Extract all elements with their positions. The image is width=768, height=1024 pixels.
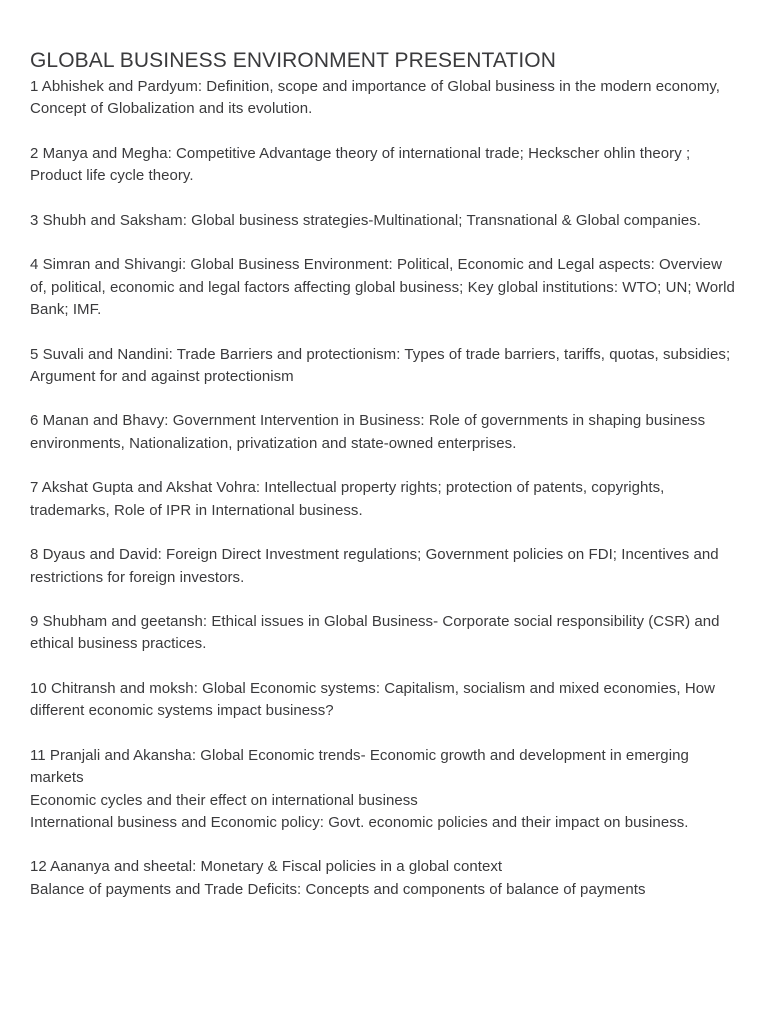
topic-line: 6 Manan and Bhavy: Government Intervention in Business: Role of governments in shaping business environments, Nationalization, privatization and state-owned enterprises. xyxy=(30,412,706,452)
topic-item xyxy=(30,410,738,455)
topic-line: 12 Aananya and sheetal: Monetary & Fiscal policies in a global context xyxy=(30,858,503,876)
topic-item xyxy=(30,745,738,834)
topic-item xyxy=(30,477,738,522)
topic-item xyxy=(30,143,738,188)
topic-item xyxy=(30,856,738,901)
topic-item xyxy=(30,344,738,389)
topic-line: 3 Shubh and Saksham: Global business strategies-Multinational; Transnational & Global companies. xyxy=(30,211,702,229)
topic-item xyxy=(30,678,738,723)
topic-line: 1 Abhishek and Pardyum: Definition, scope and importance of Global business in the modern economy, Concept of Globalization and its evolution. xyxy=(30,78,721,118)
topic-item xyxy=(30,544,738,589)
presentation-topic-list xyxy=(30,76,738,901)
topic-line: 11 Pranjali and Akansha: Global Economic trends- Economic growth and development in emerging markets xyxy=(30,746,689,787)
topic-line: 4 Simran and Shivangi: Global Business Environment: Political, Economic and Legal aspects: Overview of, political, economic and legal factors affecting global business; Key global institutions: WTO; UN; World Bank; IMF. xyxy=(30,256,735,318)
topic-item xyxy=(30,611,738,656)
topic-line: 2 Manya and Megha: Competitive Advantage theory of international trade; Heckscher ohlin theory ; Product life cycle theory. xyxy=(30,144,691,185)
note-title: GLOBAL BUSINESS ENVIRONMENT PRESENTATION xyxy=(30,49,556,72)
topic-line: Economic cycles and their effect on international business xyxy=(30,791,418,809)
topic-line: Balance of payments and Trade Deficits: Concepts and components of balance of payments xyxy=(30,880,646,898)
topic-item xyxy=(30,210,738,232)
topic-line: International business and Economic policy: Govt. economic policies and their impact on business. xyxy=(30,813,689,831)
topic-line: 10 Chitransh and moksh: Global Economic systems: Capitalism, socialism and mixed economies, How different economic systems impact business? xyxy=(30,680,716,720)
topic-line: 8 Dyaus and David: Foreign Direct Investment regulations; Government policies on FDI; Incentives and restrictions for foreign investors. xyxy=(30,546,719,586)
topic-line: 5 Suvali and Nandini: Trade Barriers and protectionism: Types of trade barriers, tariffs, quotas, subsidies; xyxy=(30,345,731,363)
topic-line: Argument for and against protectionism xyxy=(30,367,294,385)
topic-line: 7 Akshat Gupta and Akshat Vohra: Intellectual property rights; protection of patents, copyrights, trademarks, Role of IPR in International business. xyxy=(30,479,665,519)
topic-item xyxy=(30,76,738,121)
topic-item xyxy=(30,254,738,321)
topic-line: 9 Shubham and geetansh: Ethical issues in Global Business- Corporate social responsibility (CSR) and ethical business practices. xyxy=(30,613,720,653)
